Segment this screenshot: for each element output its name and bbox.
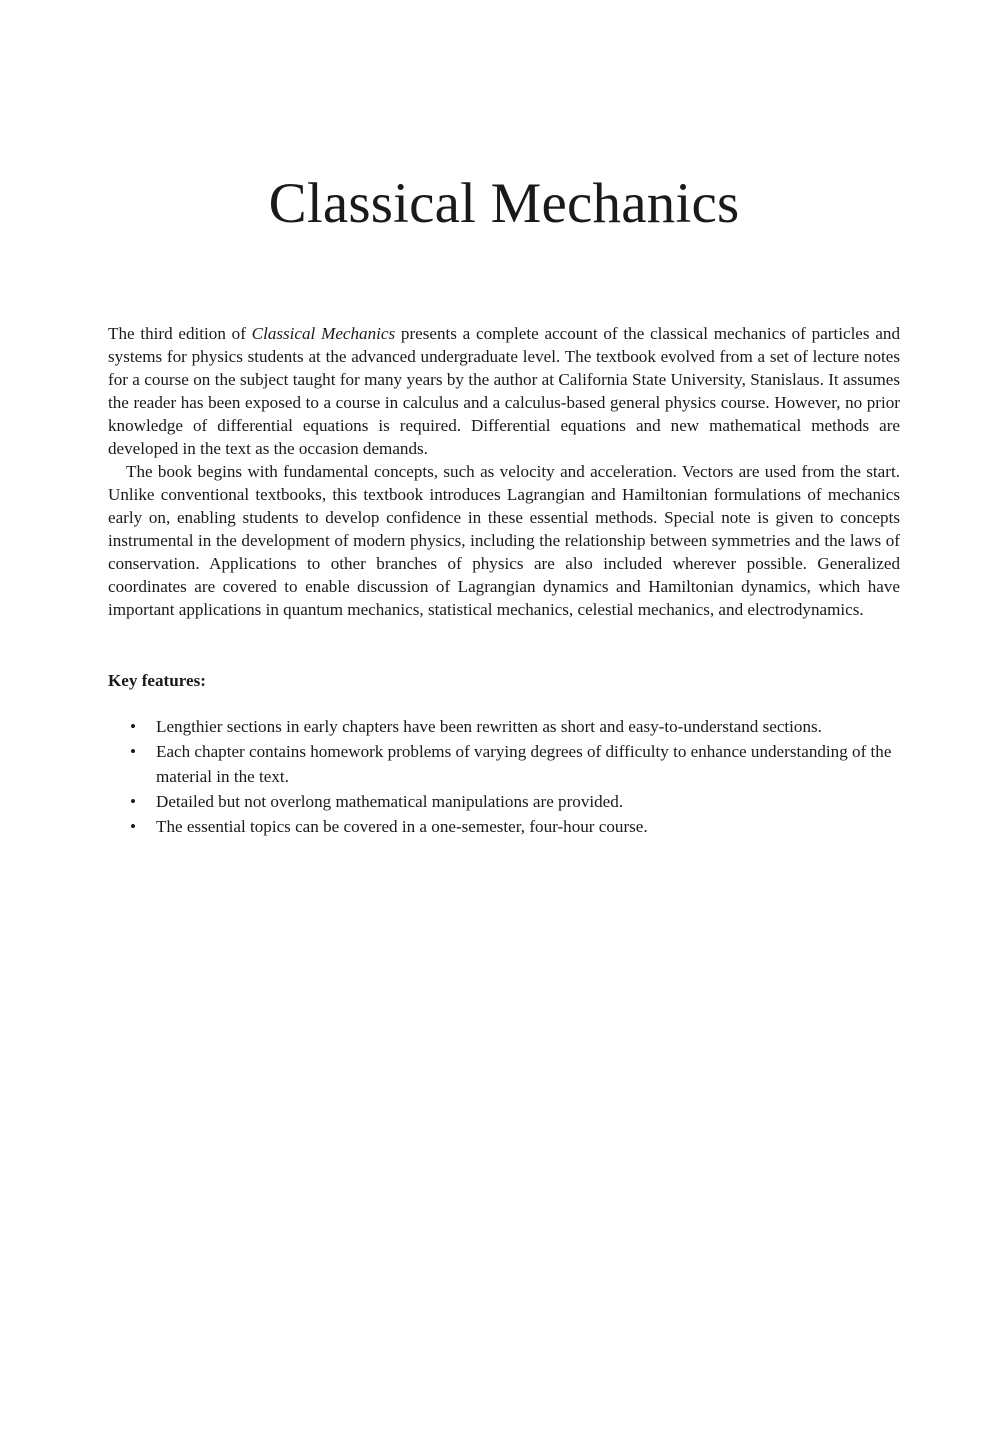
- key-features-list: [108, 714, 900, 839]
- paragraph-intro-lead: The third edition of: [108, 324, 252, 343]
- paragraph-intro-rest: presents a complete account of the classical mechanics of particles and systems for physics students at the advanced undergraduate level. The textbook evolved from a set of lecture notes for a course on the subject taught for many years by the author at California State University, Stanislaus. It assumes the reader has been exposed to a course in calculus and a calculus-based general physics course. However, no prior knowledge of differential equations is required. Differential equations and new mathematical methods are developed in the text as the occasion demands.: [108, 324, 901, 458]
- list-item: [108, 789, 900, 814]
- description-body: [108, 322, 900, 621]
- feature-text: Lengthier sections in early chapters have been rewritten as short and easy-to-understand sections.: [156, 717, 822, 736]
- key-features-heading: Key features:: [108, 671, 206, 690]
- feature-text: Each chapter contains homework problems of varying degrees of difficulty to enhance understanding of the material in the text.: [156, 742, 892, 786]
- paragraph-intro: [108, 322, 900, 460]
- list-item: [108, 714, 900, 739]
- feature-text: The essential topics can be covered in a one-semester, four-hour course.: [156, 817, 648, 836]
- book-title-italic: Classical Mechanics: [251, 324, 396, 343]
- feature-text: Detailed but not overlong mathematical manipulations are provided.: [156, 792, 624, 811]
- bullet-icon: •: [130, 792, 136, 811]
- page-title: Classical Mechanics: [268, 172, 740, 235]
- bullet-icon: •: [130, 817, 136, 836]
- list-item: [108, 814, 900, 839]
- paragraph-overview: The book begins with fundamental concepts, such as velocity and acceleration. Vectors are used from the start. Unlike conventional textbooks, this textbook introduces Lagrangian and Hamiltonian formulations of mechanics early on, enabling students to develop confidence in these essential methods. Special note is given to concepts instrumental in the development of modern physics, including the relationship between symmetries and the laws of conservation. Applications to other branches of physics are also included wherever possible. Generalized coordinates are covered to enable discussion of Lagrangian dynamics and Hamiltonian dynamics, which have important applications in quantum mechanics, statistical mechanics, celestial mechanics, and electrodynamics.: [108, 462, 900, 619]
- list-item: [108, 739, 900, 789]
- bullet-icon: •: [130, 717, 136, 736]
- bullet-icon: •: [130, 742, 136, 761]
